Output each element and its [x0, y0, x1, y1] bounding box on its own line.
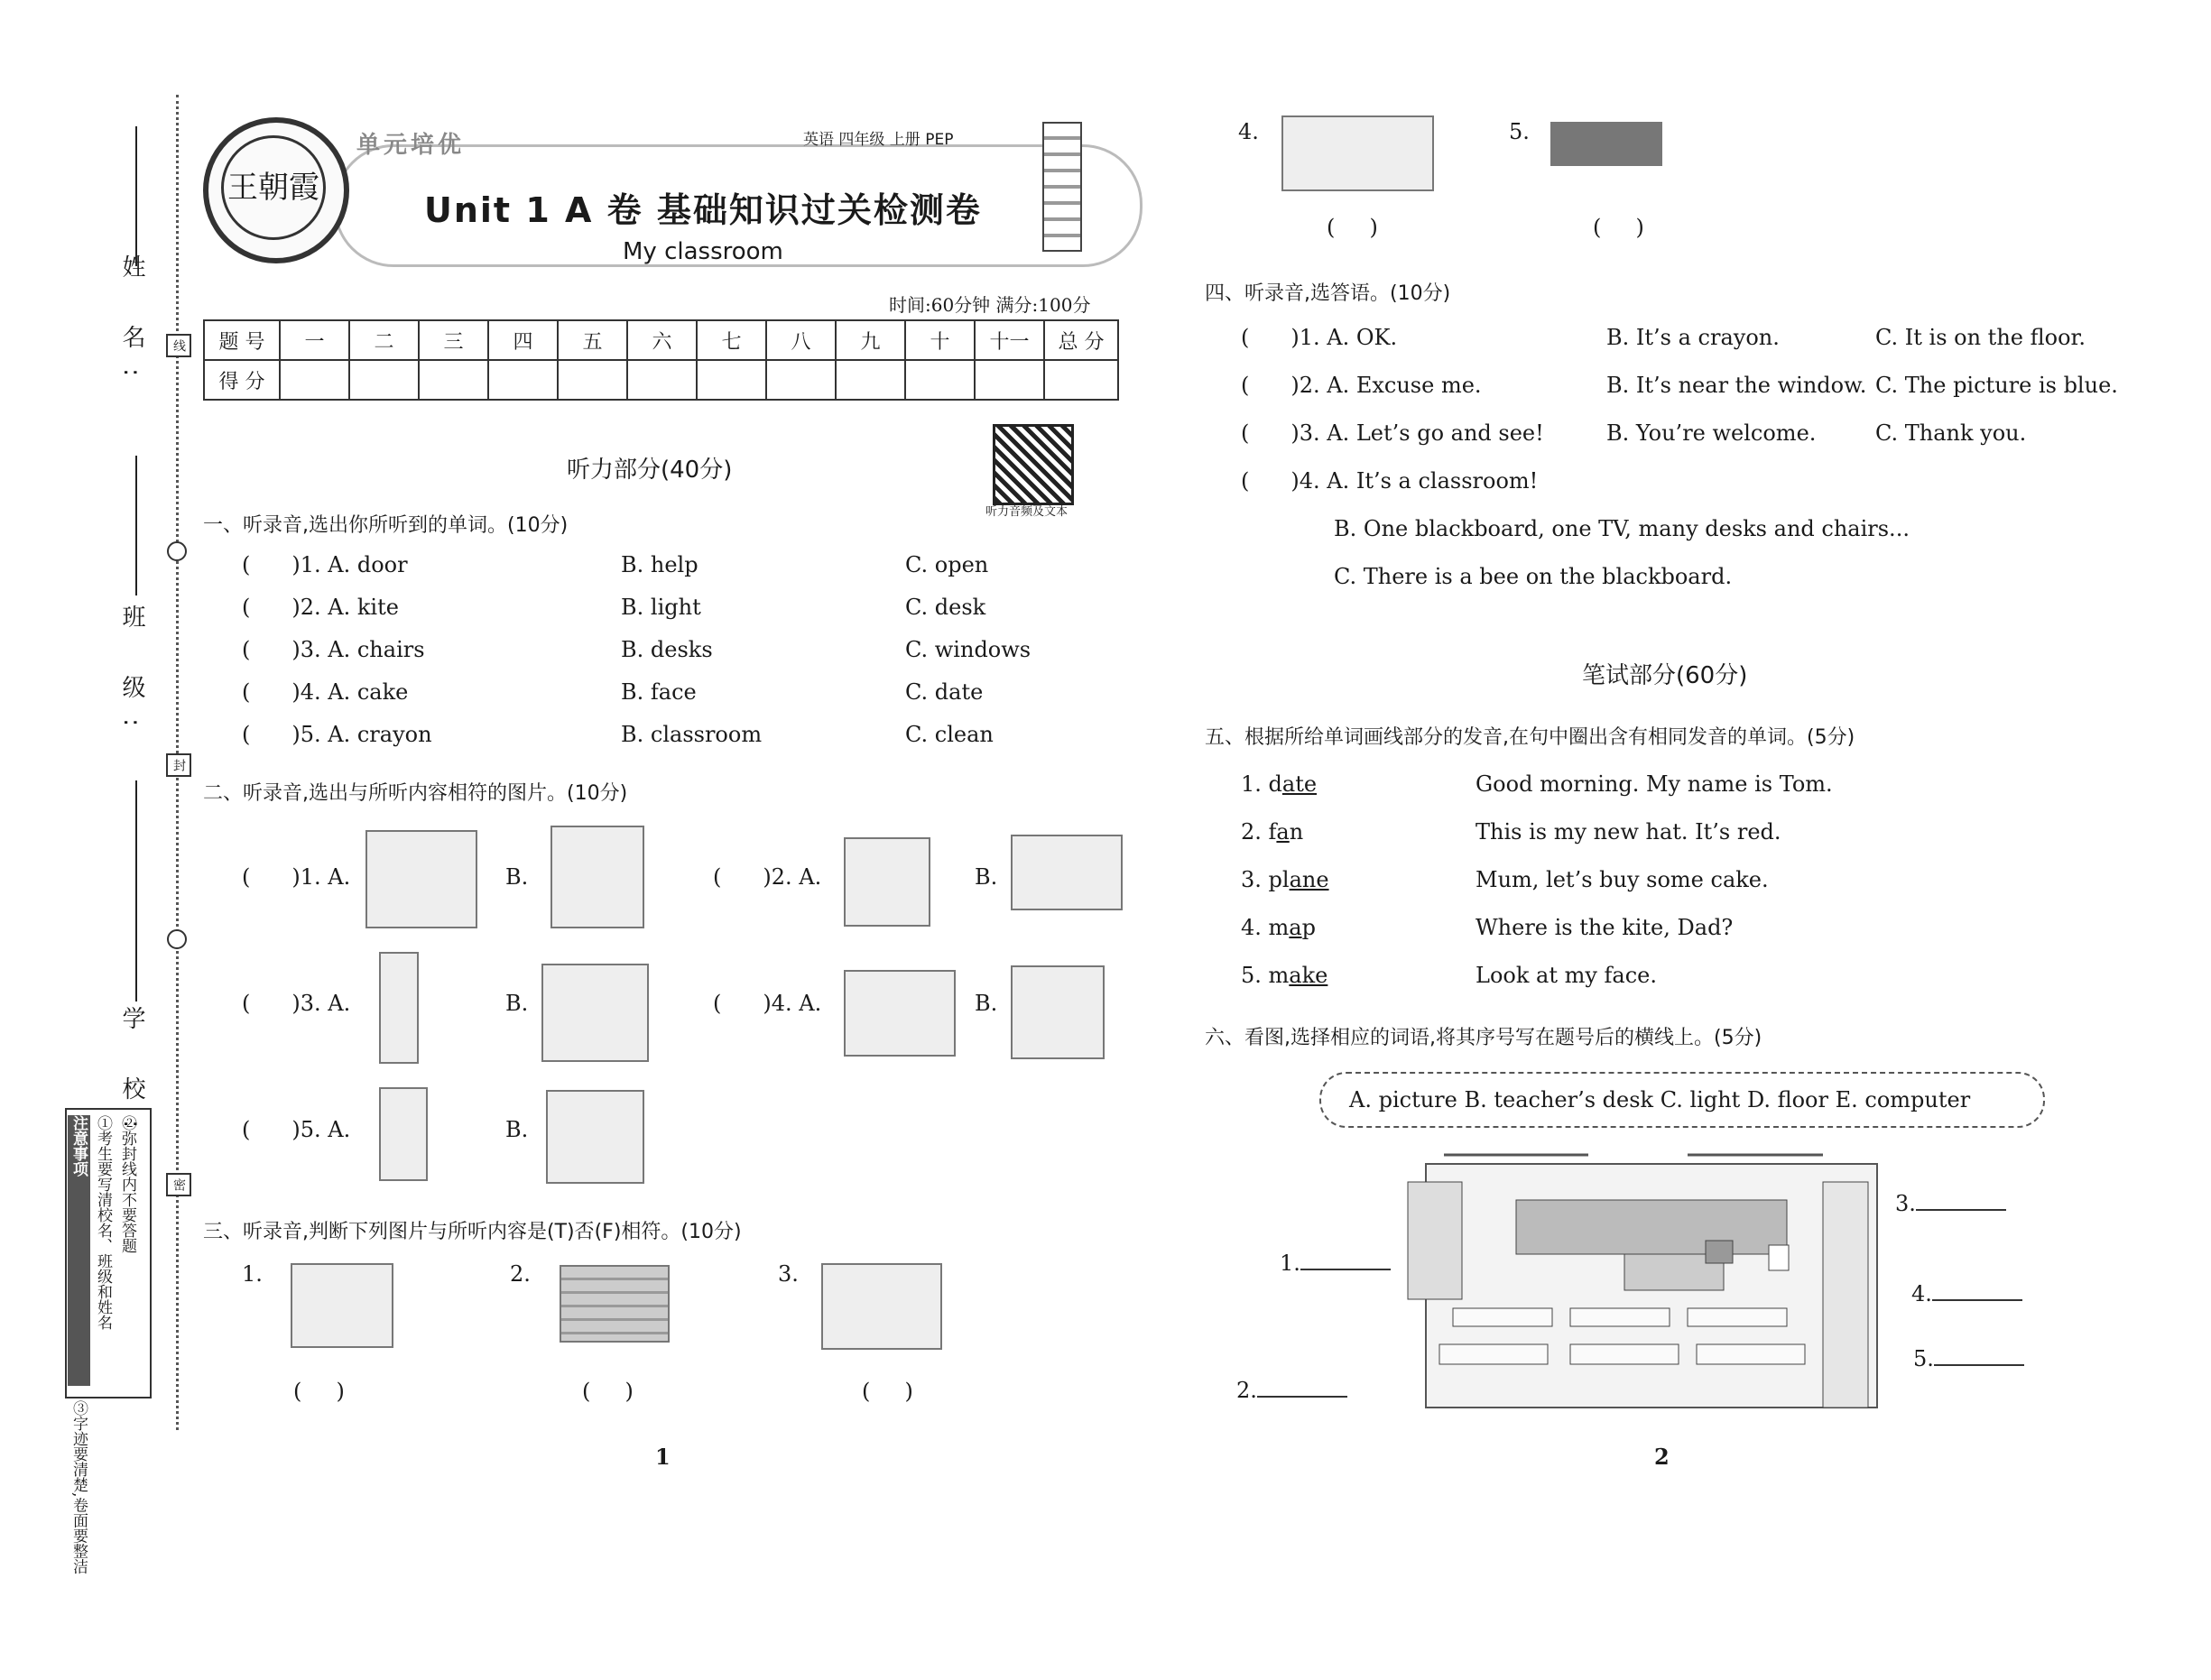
- answer-paren[interactable]: ( ): [1593, 215, 1644, 240]
- logo-text: 王朝霞: [221, 135, 326, 240]
- section6-heading: 六、看图,选择相应的词语,将其序号写在题号后的横线上。(5分): [1205, 1027, 1762, 1049]
- pronounce-word: 5. make: [1241, 963, 1328, 988]
- label-blank[interactable]: 2.: [1236, 1378, 1347, 1403]
- score-col: 九: [836, 320, 905, 360]
- note-item: ①考生要写清校名、班级和姓名: [94, 1115, 112, 1330]
- bed-picture: [1281, 115, 1434, 191]
- name-line: [135, 126, 137, 266]
- section4-heading: 四、听录音,选答语。(10分): [1205, 282, 1451, 305]
- blackboard-picture: [1011, 835, 1123, 910]
- label-blank[interactable]: 3.: [1895, 1191, 2006, 1216]
- score-table: [203, 319, 1119, 401]
- computer-picture: [291, 1263, 393, 1348]
- classroom-illustration: [1390, 1128, 1913, 1426]
- page-title: Unit 1 A 卷 基础知识过关检测卷: [424, 190, 982, 230]
- school-line: [135, 780, 137, 1002]
- option-c: C. There is a bee on the blackboard.: [1334, 564, 1733, 589]
- tf-item-number: 5.: [1509, 119, 1530, 144]
- list-item: ( )2. A. kite: [242, 595, 399, 620]
- score-cell[interactable]: [905, 360, 975, 400]
- option-c: C. open: [905, 552, 989, 577]
- option-c: C. clean: [905, 722, 994, 747]
- window-picture: [546, 1090, 644, 1184]
- list-item: ( )4. A. It’s a classroom!: [1241, 468, 1539, 494]
- score-col: 八: [766, 320, 836, 360]
- label-blank[interactable]: 1.: [1280, 1251, 1391, 1276]
- picture-option: B.: [505, 991, 529, 1016]
- section1-heading: 一、听录音,选出你所听到的单词。(10分): [203, 514, 569, 537]
- option-b: B. You’re welcome.: [1606, 420, 1817, 446]
- option-c: C. The picture is blue.: [1875, 373, 2118, 398]
- tf-item-number: 2.: [510, 1261, 531, 1287]
- answer-paren[interactable]: ( ): [293, 1379, 345, 1404]
- score-col: 二: [349, 320, 419, 360]
- pronounce-word: 3. plane: [1241, 867, 1329, 892]
- option-c: C. desk: [905, 595, 986, 620]
- picture-option: B.: [975, 864, 998, 890]
- list-item: ( )1. A. OK.: [1241, 325, 1398, 350]
- note-item: ②弥封线内不要答题: [118, 1115, 136, 1253]
- answer-paren[interactable]: ( ): [1327, 215, 1378, 240]
- score-cell[interactable]: [975, 360, 1044, 400]
- option-b: B. classroom: [621, 722, 763, 747]
- desk-picture: [1011, 965, 1105, 1059]
- tf-item-number: 4.: [1238, 119, 1259, 144]
- score-col: 五: [558, 320, 627, 360]
- picture-option: ( )3. A.: [242, 991, 351, 1016]
- desk-picture: [844, 970, 956, 1057]
- option-b: B. face: [621, 679, 697, 705]
- score-cell[interactable]: [349, 360, 419, 400]
- option-b: B. It’s near the window.: [1606, 373, 1867, 398]
- label-blank[interactable]: 5.: [1913, 1346, 2024, 1371]
- seal-tag: 封: [166, 753, 191, 777]
- series-name: 单元培优: [356, 132, 466, 159]
- picture-option: B.: [505, 864, 529, 890]
- list-item: ( )1. A. door: [242, 552, 408, 577]
- sentence: Good morning. My name is Tom.: [1476, 771, 1833, 797]
- option-c: C. windows: [905, 637, 1031, 662]
- picture-option: ( )1. A.: [242, 864, 351, 890]
- seal-tag: 线: [166, 334, 191, 357]
- pronounce-word: 2. fan: [1241, 819, 1304, 845]
- boy-picture: [379, 952, 419, 1064]
- score-row-label: 得 分: [204, 360, 280, 400]
- score-cell[interactable]: [627, 360, 697, 400]
- tf-item-number: 3.: [778, 1261, 799, 1287]
- cleaning-picture: [365, 830, 477, 928]
- name-label: 姓 名:: [118, 254, 145, 397]
- unit-subtitle: My classroom: [623, 238, 783, 265]
- cleaning-picture: [821, 1263, 942, 1350]
- option-b: B. One blackboard, one TV, many desks and chairs...: [1334, 516, 1910, 541]
- score-cell[interactable]: [1044, 360, 1118, 400]
- sentence: This is my new hat. It’s red.: [1476, 819, 1781, 845]
- tv-picture: [1550, 122, 1662, 166]
- school-label: 学 校:: [118, 1006, 145, 1149]
- option-b: B. help: [621, 552, 698, 577]
- sentence: Where is the kite, Dad?: [1476, 915, 1734, 940]
- picture-option: B.: [505, 1117, 529, 1142]
- score-col: 十: [905, 320, 975, 360]
- score-cell[interactable]: [419, 360, 488, 400]
- option-b: B. desks: [621, 637, 713, 662]
- word-bank-text: A. picture B. teacher’s desk C. light D. floor E. computer: [1349, 1087, 1971, 1112]
- answer-paren[interactable]: ( ): [582, 1379, 634, 1404]
- tf-item-number: 1.: [242, 1261, 263, 1287]
- list-item: ( )3. A. Let’s go and see!: [1241, 420, 1544, 446]
- qr-code-icon[interactable]: [993, 424, 1074, 505]
- boy-window-picture: [541, 964, 649, 1062]
- score-cell[interactable]: [558, 360, 627, 400]
- score-col: 四: [488, 320, 558, 360]
- time-info: 时间:60分钟 满分:100分: [889, 294, 1091, 316]
- picture-option: ( )2. A.: [713, 864, 822, 890]
- written-heading: 笔试部分(60分): [1582, 662, 1748, 689]
- listening-heading: 听力部分(40分): [567, 457, 733, 484]
- pronounce-word: 1. date: [1241, 771, 1318, 797]
- answer-paren[interactable]: ( ): [862, 1379, 913, 1404]
- qr-caption: 听力音频及文本: [985, 505, 1068, 519]
- notes-title: 注意事项: [68, 1115, 90, 1386]
- door-picture: [379, 1087, 428, 1181]
- punch-hole: [167, 929, 187, 949]
- option-c: C. date: [905, 679, 984, 705]
- list-item: ( )2. A. Excuse me.: [1241, 373, 1482, 398]
- brand-logo: [203, 117, 349, 263]
- score-row-label: 题 号: [204, 320, 280, 360]
- class-line: [135, 456, 137, 595]
- score-cell[interactable]: [697, 360, 766, 400]
- note-item: ③字迹要清楚,卷面要整洁: [69, 1400, 88, 1574]
- score-col: 十一: [975, 320, 1044, 360]
- score-cell[interactable]: [488, 360, 558, 400]
- score-col: 一: [280, 320, 349, 360]
- binding-strip: [0, 0, 190, 1574]
- score-cell[interactable]: [766, 360, 836, 400]
- score-col: 六: [627, 320, 697, 360]
- window-picture: [844, 837, 930, 927]
- exam-notes: [65, 1108, 152, 1574]
- page-number: 2: [1654, 1444, 1670, 1470]
- sentence: Mum, let’s buy some cake.: [1476, 867, 1769, 892]
- seal-tag: 密: [166, 1173, 191, 1196]
- page-number: 1: [655, 1444, 671, 1470]
- section5-heading: 五、根据所给单词画线部分的发音,在句中圈出含有相同发音的单词。(5分): [1205, 726, 1855, 749]
- score-col: 总 分: [1044, 320, 1118, 360]
- list-item: ( )3. A. chairs: [242, 637, 425, 662]
- door-picture: [550, 826, 644, 928]
- picture-option: ( )4. A.: [713, 991, 822, 1016]
- option-b: B. light: [621, 595, 701, 620]
- option-b: B. It’s a crayon.: [1606, 325, 1780, 350]
- score-cell[interactable]: [280, 360, 349, 400]
- score-col: 七: [697, 320, 766, 360]
- score-col: 三: [419, 320, 488, 360]
- sentence: Look at my face.: [1476, 963, 1657, 988]
- lighthouse-icon: [1042, 122, 1082, 252]
- list-item: ( )5. A. crayon: [242, 722, 432, 747]
- book-meta: 英语 四年级 上册 PEP: [803, 131, 954, 149]
- pronounce-word: 4. map: [1241, 915, 1316, 940]
- wall-picture: [560, 1265, 670, 1343]
- section2-heading: 二、听录音,选出与所听内容相符的图片。(10分): [203, 782, 628, 805]
- class-label: 班 级:: [118, 605, 145, 747]
- section3-heading: 三、听录音,判断下列图片与所听内容是(T)否(F)相符。(10分): [203, 1221, 742, 1243]
- label-blank[interactable]: 4.: [1911, 1281, 2022, 1306]
- option-c: C. Thank you.: [1875, 420, 2027, 446]
- picture-option: B.: [975, 991, 998, 1016]
- punch-hole: [167, 541, 187, 561]
- picture-option: ( )5. A.: [242, 1117, 351, 1142]
- option-c: C. It is on the floor.: [1875, 325, 2086, 350]
- score-cell[interactable]: [836, 360, 905, 400]
- list-item: ( )4. A. cake: [242, 679, 409, 705]
